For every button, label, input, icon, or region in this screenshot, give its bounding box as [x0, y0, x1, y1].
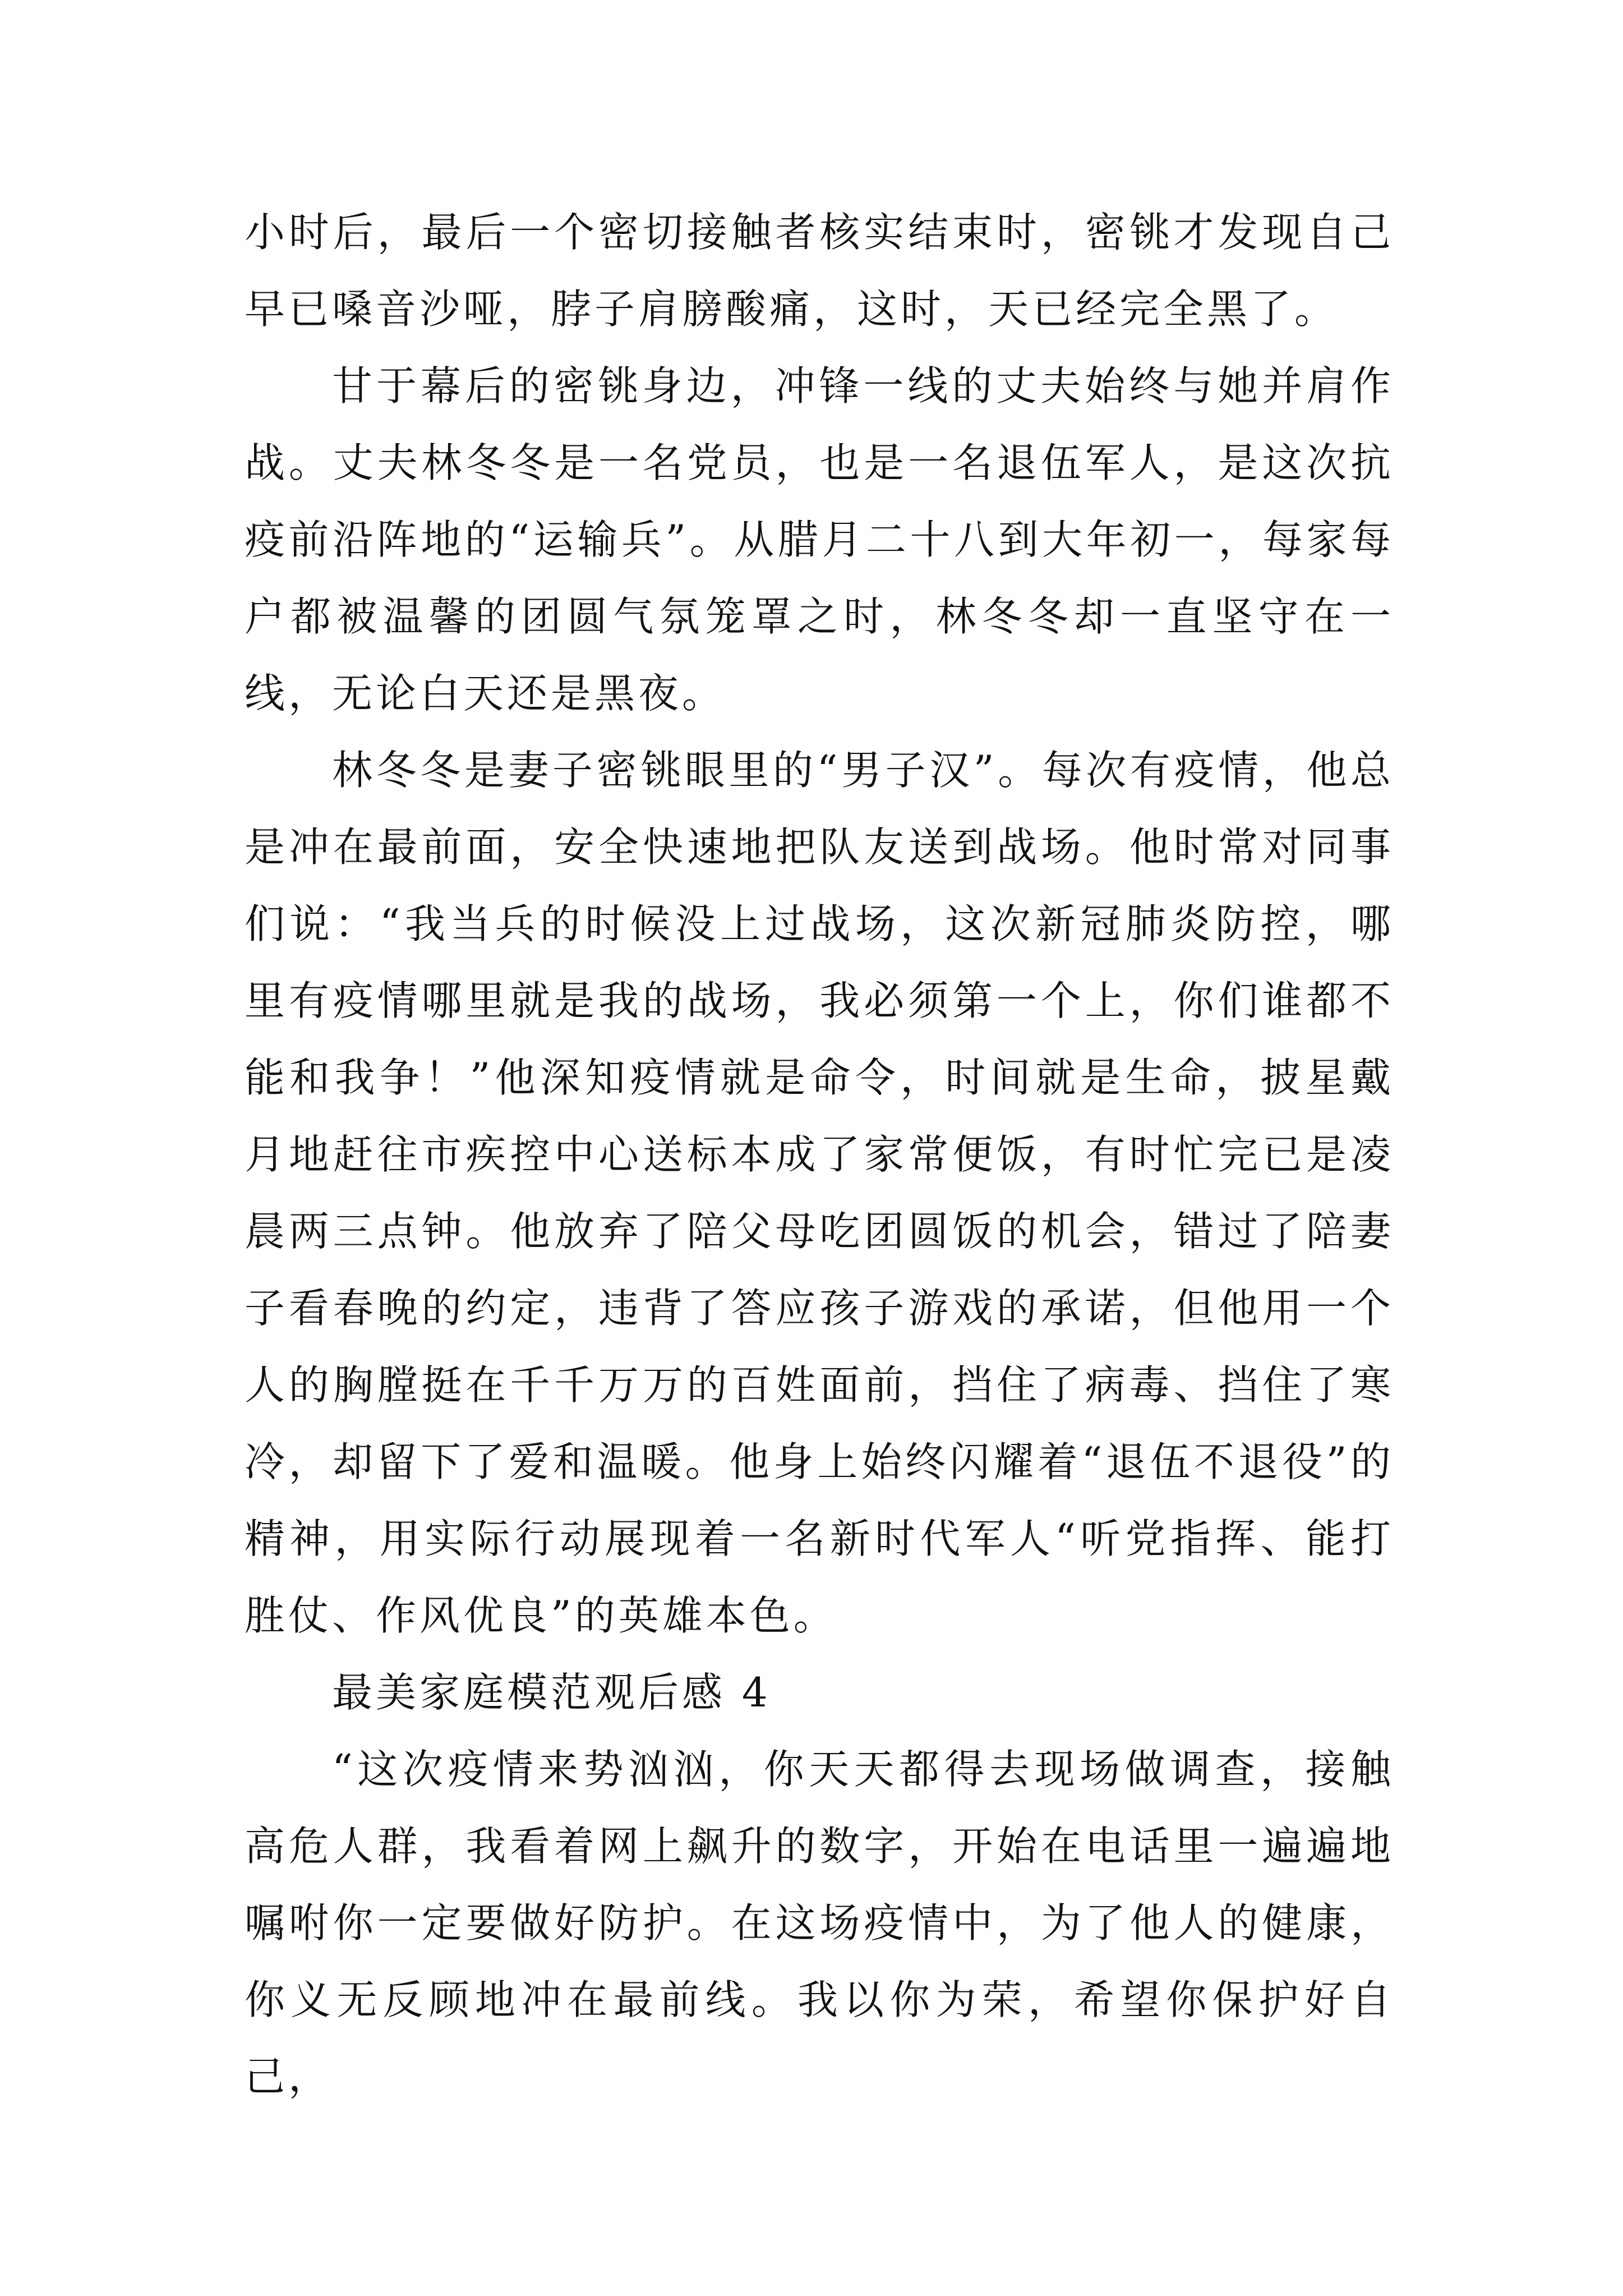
paragraph-2: 甘于幕后的密铫身边，冲锋一线的丈夫始终与她并肩作战。丈夫林冬冬是一名党员，也是一名退伍军人，是这次抗疫前沿阵地的“运输兵”。从腊月二十八到大年初一，每家每户都被温馨的团圆气氛笼罩之时，林冬冬却一直坚守在一线，无论白天还是黑夜。: [245, 362, 1394, 717]
paragraph-4: “这次疫情来势汹汹，你天天都得去现场做调查，接触高危人群，我看着网上飙升的数字，开始在电话里一遍遍地嘱咐你一定要做好防护。在这场疫情中，为了他人的健康，你义无反顾地冲在最前线。我以你为荣，希望你保护好自己，: [245, 1746, 1394, 2100]
paragraph-3: 林冬冬是妻子密铫眼里的“男子汉”。每次有疫情，他总是冲在最前面，安全快速地把队友送到战场。他时常对同事们说：“我当兵的时候没上过战场，这次新冠肺炎防控，哪里有疫情哪里就是我的战场，我必须第一个上，你们谁都不能和我争！”他深知疫情就是命令，时间就是生命，披星戴月地赶往市疾控中心送标本成了家常便饭，有时忙完已是凌晨两三点钟。他放弃了陪父母吃团圆饭的机会，错过了陪妻子看春晚的约定，违背了答应孩子游戏的承诺，但他用一个人的胸膛挺在千千万万的百姓面前，挡住了病毒、挡住了寒冷，却留下了爱和温暖。他身上始终闪耀着“退伍不退役”的精神，用实际行动展现着一名新时代军人“听党指挥、能打胜仗、作风优良”的英雄本色。: [245, 747, 1394, 1639]
paragraph-1: 小时后，最后一个密切接触者核实结束时，密铫才发现自己早已嗓音沙哑，脖子肩膀酸痛，这时，天已经完全黑了。: [245, 209, 1394, 333]
document-body: [245, 194, 1394, 2115]
section-heading: 最美家庭模范观后感 4: [332, 1669, 771, 1716]
